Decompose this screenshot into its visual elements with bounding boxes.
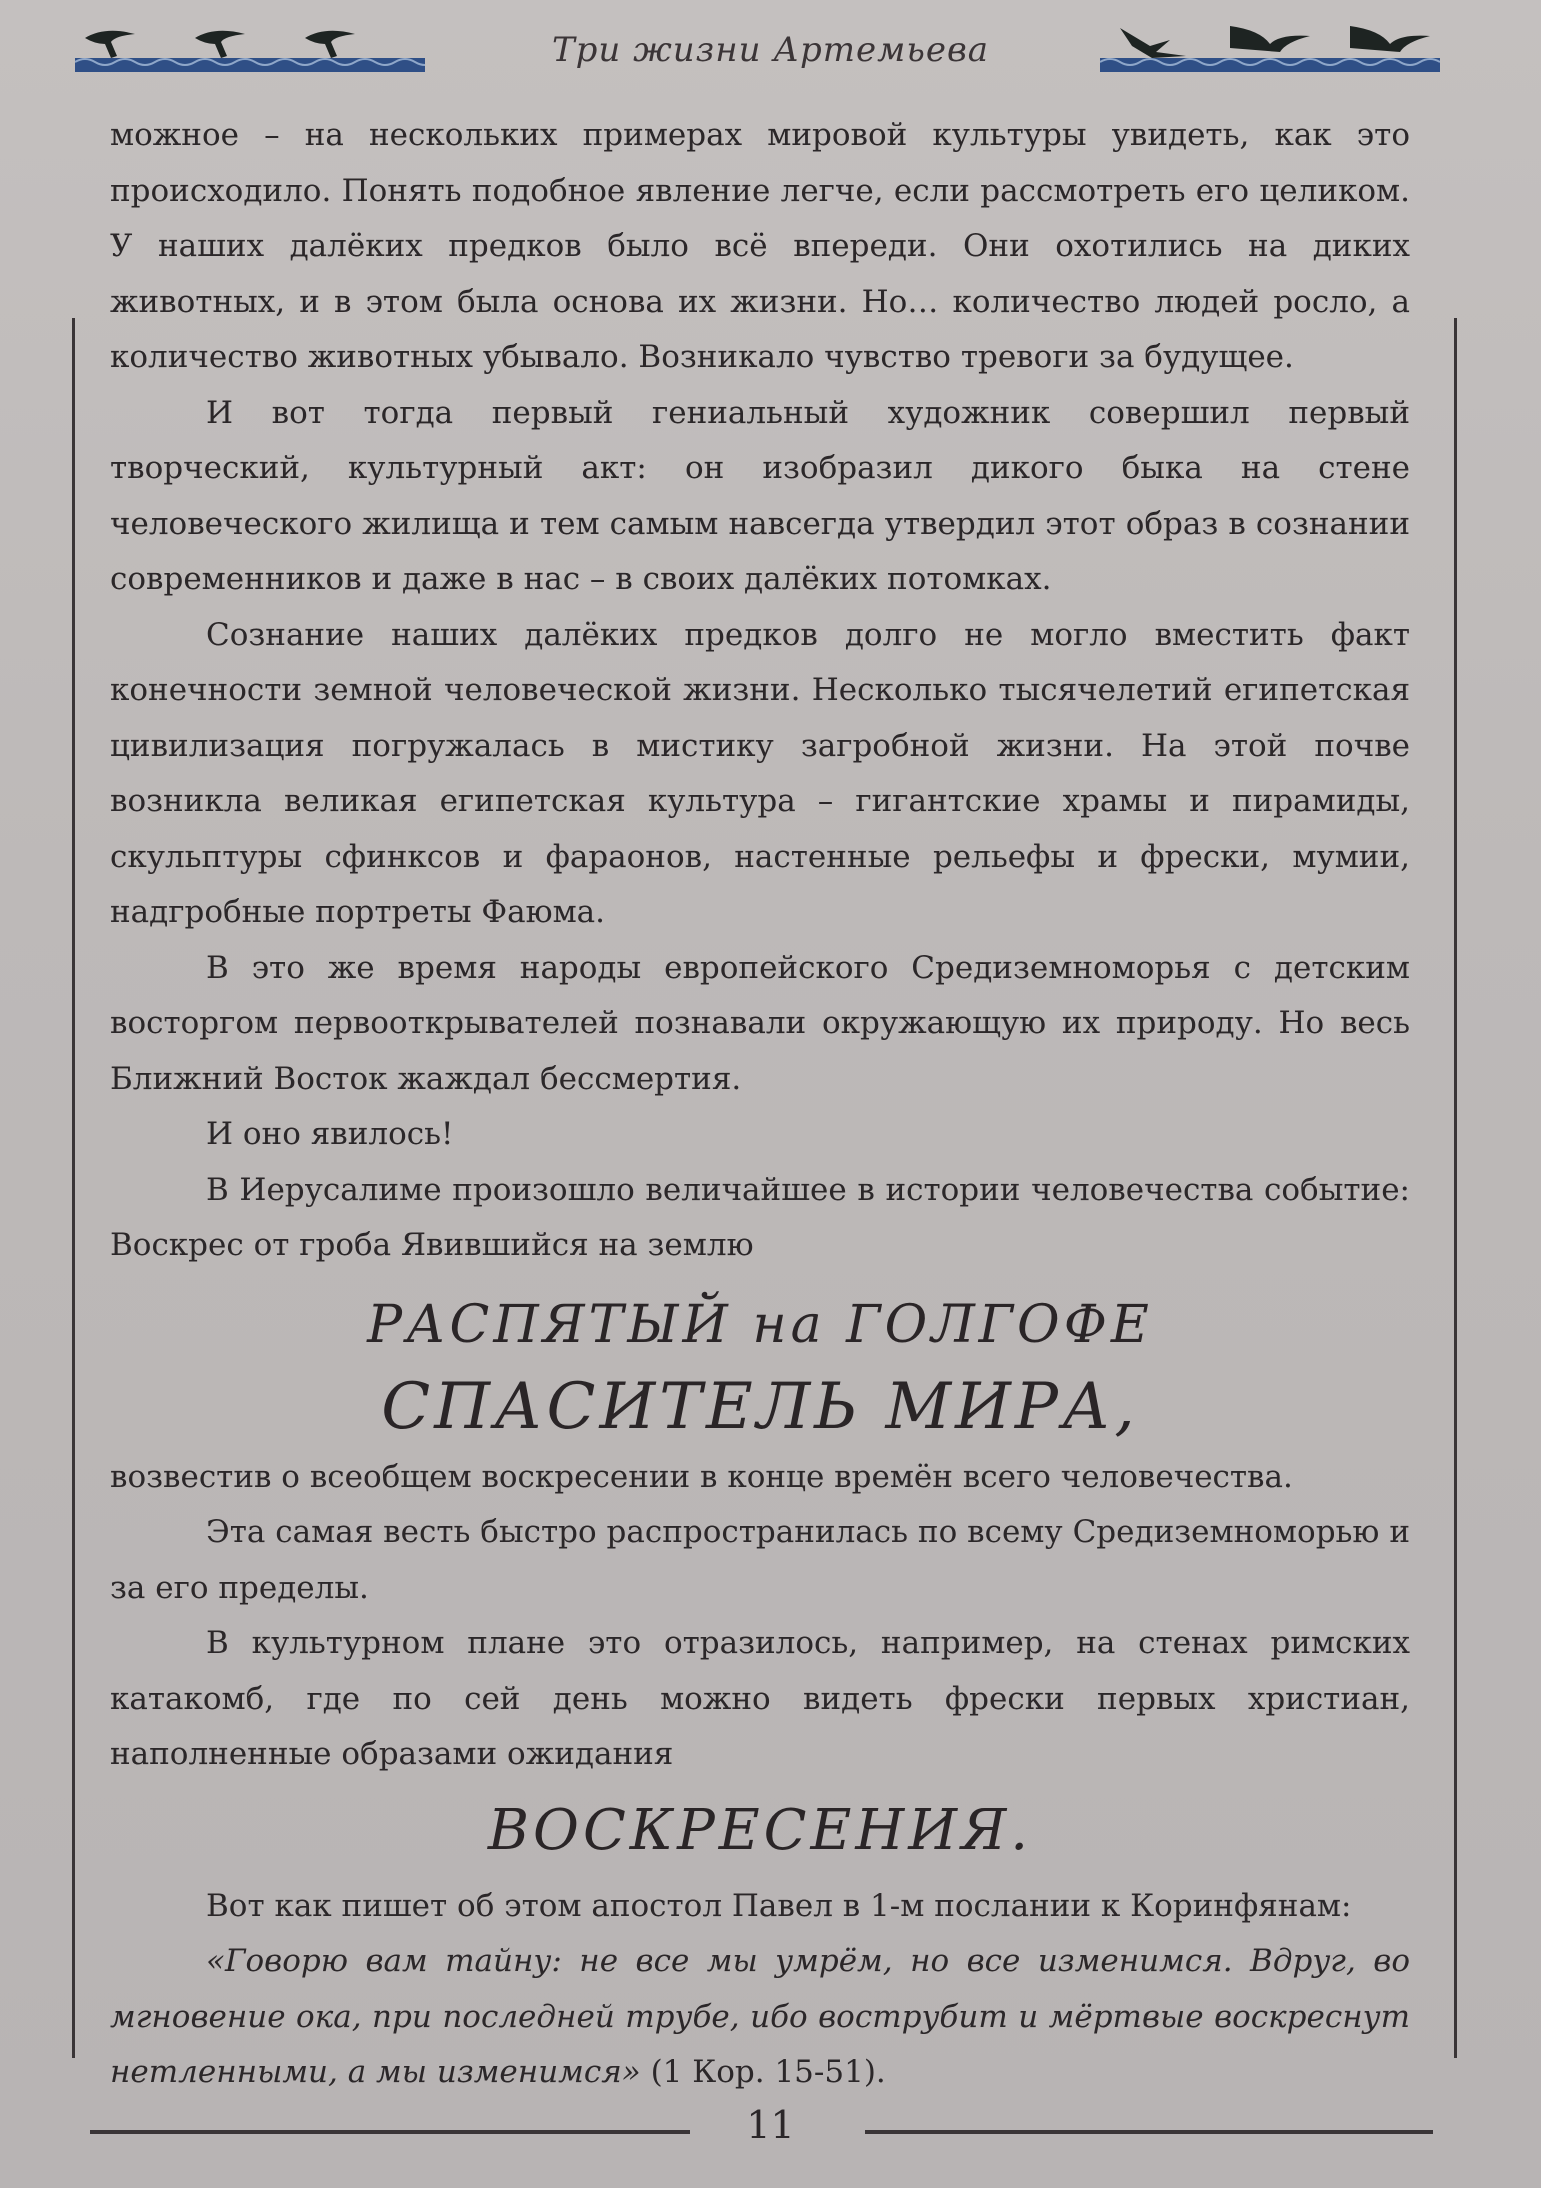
right-border-line — [1454, 318, 1457, 2058]
quote-text: «Говорю вам тайну: не все мы умрём, но все изменимся. Вдруг, во мгновение ока, при последней трубе, ибо вострубит и мёртвые воскреснут нетленными, а мы изменимся» — [110, 1943, 1410, 2090]
paragraph-10: Вот как пишет об этом апостол Павел в 1-м послании к Коринфянам: — [206, 1887, 1352, 1924]
running-header-title: Три жизни Артемьева — [551, 30, 990, 70]
quote-reference: (1 Кор. 15-51). — [640, 2054, 886, 2090]
bible-quote — [110, 1934, 1410, 2101]
paragraph-6: В Иерусалиме произошло величайшее в истории человечества событие: Воскрес от гроба Явившийся на землю — [110, 1171, 1410, 1263]
birds-on-waves-icon — [1100, 18, 1440, 76]
script-heading-crucified: РАСПЯТЫЙ на ГОЛГОФЕ — [367, 1294, 1153, 1355]
paragraph-1: можное – на нескольких примерах мировой культуры увидеть, как это происходило. Понять подобное явление легче, если рассмотреть его целиком. У наших далёких предков было всё впереди. Они охотились на диких животных, и в этом была основа их жизни. Но… количество людей росло, а количество животных убывало. Возникало чувство тревоги за будущее. — [110, 117, 1410, 375]
paragraph-4: В это же время народы европейского Средиземноморья с детским восторгом первооткрывателей познавали окружающую их природу. Но весь Ближний Восток жаждал бессмертия. — [110, 949, 1410, 1097]
left-border-line — [72, 318, 75, 2058]
paragraph-9: В культурном плане это отразилось, например, на стенах римских катакомб, где по сей день можно видеть фрески первых христиан, наполненные образами ожидания — [110, 1625, 1410, 1772]
paragraph-3: Сознание наших далёких предков долго не могло вместить факт конечности земной человеческой жизни. Несколько тысячелетий египетская цивилизация погружалась в мистику загробной жизни. На этой почве возникла великая египетская культура – гигантские храмы и пирамиды, скульптуры сфинксов и фараонов, настенные рельефы и фрески, мумии, надгробные портреты Фаюма. — [110, 616, 1410, 930]
page-number: 11 — [746, 2103, 795, 2147]
script-heading-resurrection: ВОСКРЕСЕНИЯ. — [487, 1797, 1033, 1863]
paragraph-7: возвестив о всеобщем воскресении в конце времён всего человечества. — [110, 1458, 1293, 1495]
script-heading-savior: СПАСИТЕЛЬ МИРА, — [381, 1369, 1139, 1444]
paragraph-5: И оно явилось! — [206, 1116, 454, 1152]
paragraph-2: И вот тогда первый гениальный художник совершил первый творческий, культурный акт: он изобразил дикого быка на стене человеческого жилища и тем самым навсегда утвердил этот образ в сознании современников и даже в нас – в своих далёких потомках. — [110, 394, 1410, 597]
paragraph-8: Эта самая весть быстро распространилась по всему Средиземноморью и за его пределы. — [110, 1514, 1410, 1606]
page-body — [110, 108, 1410, 2101]
footer-rule-right — [865, 2130, 1433, 2134]
